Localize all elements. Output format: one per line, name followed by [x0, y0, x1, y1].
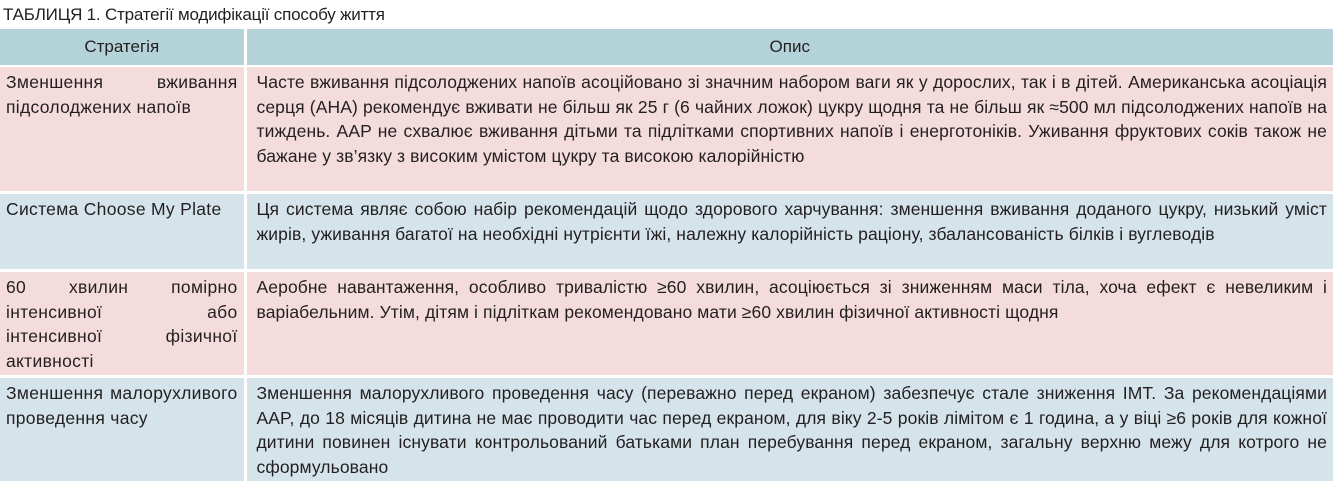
table-header-row: [0, 29, 1333, 66]
table-row: [0, 377, 1333, 483]
column-header-strategy: Стратегія: [0, 29, 245, 66]
description-cell: Аеробне навантаження, особливо тривалістю ≥60 хвилин, асоціюється зі зниженням маси тіла, хоча ефект є невеликим і варіабельним. Утім, дітям і підліткам рекомендовано мати ≥60 хвилин фізичної активності щодня: [245, 271, 1333, 377]
column-header-description: Опис: [245, 29, 1333, 66]
strategies-table: [0, 29, 1333, 484]
strategy-cell: Зменшення малорухливого проведення часу: [0, 377, 245, 483]
table-row: [0, 66, 1333, 193]
strategy-cell: Система Choose My Plate: [0, 193, 245, 271]
strategy-cell: Зменшення вживання підсолоджених напоїв: [0, 66, 245, 193]
table-row: [0, 193, 1333, 271]
table-row: [0, 271, 1333, 377]
description-cell: Зменшення малорухливого проведення часу (переважно перед екраном) забезпечує стале зниження ІМТ. За рекомендаціями AAP, до 18 місяців дитина не має проводити час перед екраном, для віку 2-5 років лімітом є 1 година, а у віці ≥6 років для кожної дитини повинен існувати контрольований батьками план перебування перед екраном, загальну верхню межу для котрого не сформульовано: [245, 377, 1333, 483]
strategy-cell: 60 хвилин помірно інтенсивної або інтенсивної фізичної активності: [0, 271, 245, 377]
description-cell: Часте вживання підсолоджених напоїв асоційовано зі значним набором ваги як у дорослих, так і в дітей. Американська асоціація серця (AHA) рекомендує вживати не більш як 25 г (6 чайних ложок) цукру щодня та не більш як ≈500 мл підсолоджених напоїв на тиждень. AAP не схвалює вживання дітьми та підлітками спортивних напоїв і енерготоніків. Уживання фруктових соків також не бажане у зв’язку з високим умістом цукру та високою калорійністю: [245, 66, 1333, 193]
table-caption: ТАБЛИЦЯ 1. Стратегії модифікації способу життя: [3, 5, 385, 24]
description-cell: Ця система являє собою набір рекомендацій щодо здорового харчування: зменшення вживання доданого цукру, низький уміст жирів, уживання багатої на необхідні нутрієнти їжі, належну калорійність раціону, збалансованість білків і вуглеводів: [245, 193, 1333, 271]
